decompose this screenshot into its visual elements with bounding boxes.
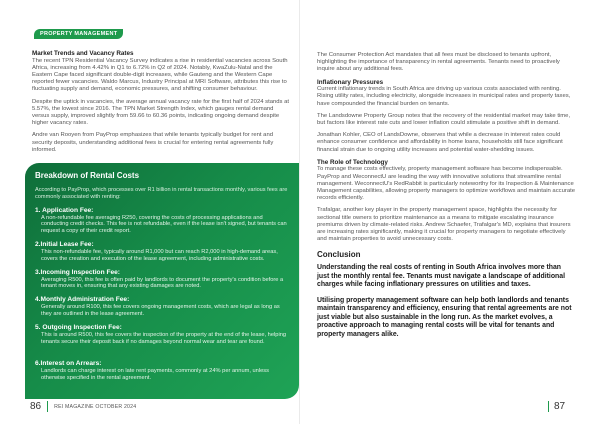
fee-item (35, 360, 289, 382)
right-footer (548, 401, 565, 412)
fee-item (35, 207, 289, 235)
fee-item-text: Generally around R100, this fee covers ongoing management costs, which are legal as long as they are outlined in the lease agreement. (41, 304, 280, 317)
paragraph: Despite the uptick in vacancies, the average annual vacancy rate for the first half of 2024 stands at 5.57%, the lowest since 2016. The TPN Market Strength Index, which gauges rental demand versus supply, improved slightly from 59.66 to 60.36 points, indicating ongoing demand despite higher vacancy rates. (32, 98, 290, 127)
fee-item-title: 3.Incoming Inspection Fee: (35, 268, 120, 276)
paragraph: To manage these costs effectively, property management software has become indispensable. PayProp and WeconnectU are leading the way with innovative solutions that streamline rental management. WeconnectU's RedRabbit is particularly noteworthy for its Inspection & Maintenance Management capabilities, allowing property managers to optimize workflows and maintain accurate records efficiently. (317, 166, 576, 202)
fee-item (35, 296, 289, 318)
rental-costs-box (25, 163, 299, 399)
fee-item-text: Landlords can charge interest on late rent payments, commonly at 24% per annum, unless otherwise specified in the rental agreement. (41, 368, 269, 382)
paragraph: Andre van Rooyen from PayProp emphasizes that while tenants typically budget for rent and security deposits, understanding additional fees is crucial for entering rental agreements fully informed. (32, 132, 274, 153)
fee-item-text: This non-refundable fee, typically around R1,000 but can reach R2,000 in high-demand areas, covers the creation and execution of the lease agreement, including administrative costs. (41, 248, 278, 262)
box-title: Breakdown of Rental Costs (35, 171, 140, 180)
paragraph: The Landsdowne Property Group notes that the recovery of the residential market may take time, but factors like interest rate cuts and lower inflation could stimulate a positive shift in demand. (317, 112, 571, 126)
fee-item-text: A non-refundable fee averaging R250, covering the costs of processing applications and conducting credit checks. This fee is not refundable, even if the lease isn't signed, but tenants can request a copy of their credit report. (41, 214, 287, 235)
fee-item-text: Averaging R500, this fee is often paid by landlords to document the property's condition before a tenant moves in, ensuring that any existing damages are noted. (41, 276, 284, 290)
paragraph: The Consumer Protection Act mandates that all fees must be disclosed to tenants upfront, highlighting the importance of transparency in rental agreements. Tenants need to proactively inquire about any additional fees. (317, 52, 560, 73)
paragraph: Jonathan Kohler, CEO of LandsDowne, observes that while a decrease in interest rates could enhance consumer confidence and affordability in home loans, households still face significant financial strain due to ongoing utility increases and potential water-shedding issues. (317, 132, 563, 153)
fee-item-title: 4.Monthly Administration Fee: (35, 296, 130, 304)
section-tag: PROPERTY MANAGEMENT (34, 29, 123, 39)
fee-item-title: 5. Outgoing Inspection Fee: (35, 323, 122, 331)
section-heading: The Role of Technology (317, 158, 388, 166)
fee-item (35, 269, 289, 291)
publication-name: REI MAGAZINE OCTOBER 2024 (54, 403, 137, 410)
divider (47, 401, 48, 412)
fee-item-title: 6.Interest on Arrears: (35, 360, 102, 368)
section-heading: Inflationary Pressures (317, 78, 384, 86)
right-text-column (317, 52, 575, 346)
fee-item-title: 2.Initial Lease Fee: (35, 241, 94, 249)
fee-item-text: This is around R500, this fee covers the inspection of the property at the end of the lease, helping tenants secure their deposit back if no damages beyond normal wear and tear are found. (41, 331, 287, 345)
divider (548, 401, 549, 412)
paragraph: Current inflationary trends in South Africa are driving up various costs associated with renting. Rising utility rates, including electricity, alongside increases in municipal rates and property taxes, have compounded the financial burden on tenants. (317, 86, 571, 107)
page-number: 86 (30, 401, 42, 412)
fee-item-title: 1. Application Fee: (35, 206, 94, 214)
paragraph: Trafalgar, another key player in the property management space, highlights the necessity for sectional title owners to prioritize maintenance as a means to mitigate escalating insurance premiums driven by climate-related risks. Andrew Schaefer, Trafalgar's MD, explains that insurers are increasing rates significantly, making it crucial for property managers to negotiate effectively and maintain properties to avoid unnecessary costs. (317, 207, 571, 243)
left-text-column (32, 50, 292, 159)
page-number: 87 (554, 401, 566, 412)
box-intro: According to PayProp, which processes over R1 billion in rental transactions monthly, various fees are commonly associated with renting: (35, 187, 288, 200)
right-page (300, 0, 600, 424)
paragraph: The recent TPN Residential Vacancy Survey indicates a rise in residential vacancies across South Africa, increasing from 4.42% in Q1 to 6.72% in Q2 of 2024. Notably, KwaZulu-Natal and the Eastern Cape faced significant double-digit increases, while Gauteng and the Western Cape reported fewer vacancies. Waldo Marcus, Industry Principal at MRI Software, attributes this rise to fluctuating supply and demand, economic pressures, and shifting consumer behaviour. (32, 57, 288, 93)
conclusion-paragraph: Understanding the real costs of renting in South Africa involves more than just the monthly rental fee. Tenants must navigate a landscape of additional charges while facing inflationary pressures on utilities and taxes. (317, 264, 565, 289)
section-heading: Market Trends and Vacancy Rates (32, 50, 134, 57)
left-footer (30, 401, 136, 412)
conclusion-paragraph: Utilising property management software can help both landlords and tenants maintain transparency and efficiency, ensuring that rental agreements are not just viable but also sustainable in the long run. As the market evolves, a proactive approach to managing rental costs will be vital for tenants and property managers alike. (317, 296, 572, 338)
fee-item (35, 241, 289, 263)
fee-item (35, 324, 289, 346)
conclusion-heading: Conclusion (317, 250, 361, 260)
